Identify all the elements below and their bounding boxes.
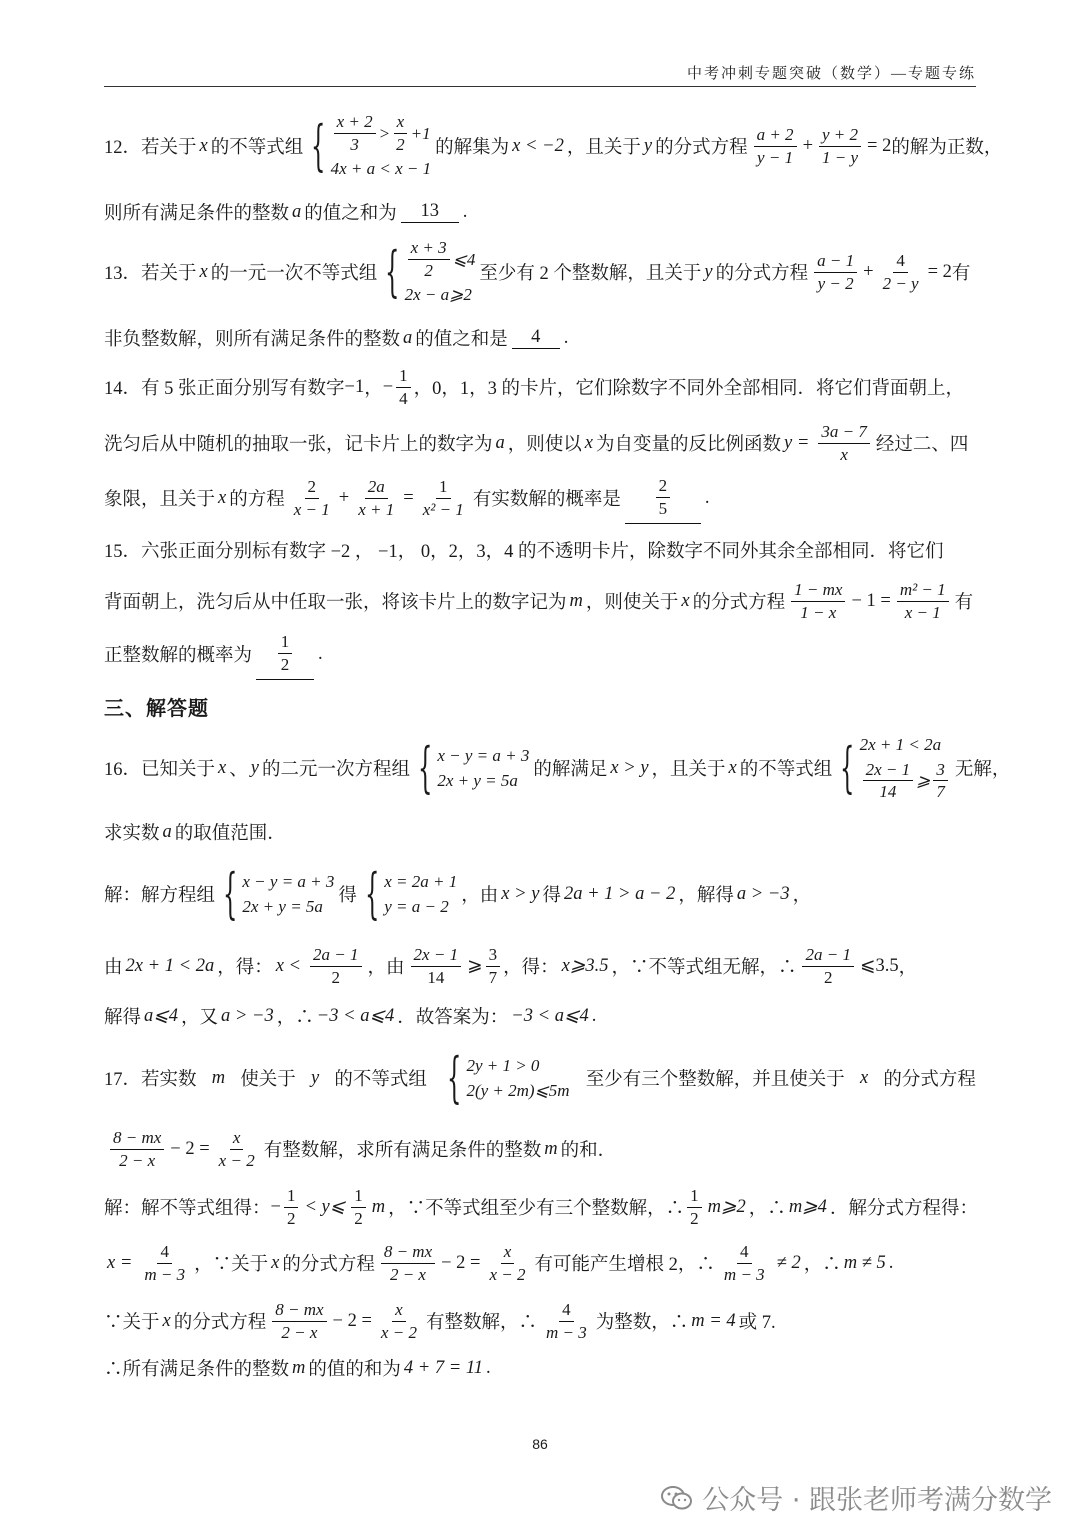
q14-answer: $\frac{2}{5}$ [625,473,701,524]
q16-system-2: { 2x + 1 < 2a $\frac{2x - 1}{14}$ ⩾ $\frac{3}{7}$ [836,734,951,801]
q14-line3: 象限，且关于 x 的方程 $\frac{2}{x - 1}$ + $\frac{2a}{x + 1}$ = $\frac{1}{\text{x² − 1}}$ 有实数解的概率是 $\frac{2}{5}$ . [104,472,976,524]
q12-line1: 12．若关于 x 的不等式组 { $\frac{x + 2}{3}$ > $\frac{x}{2}$ +1 4x + a < x − 1 的解集为 x < −2 ，且关于 y 的分式方程 $\frac{a + 2}{y - 1}$ + $\frac{y + 2}{1 - y}$ = 2 的解为正数， [104,112,1003,179]
q13-line2: 非负整数解，则所有满足条件的整数 a 的值之和是 4 . [104,327,569,350]
q15-answer: $\frac{1}{2}$ [256,629,314,680]
q12-answer: 13 [401,201,459,223]
header-title: 中考冲刺专题突破（数学）—专题专练 [686,66,976,82]
q16-line2: 求实数 a 的取值范围． [104,821,286,844]
q15-line1: 15．六张正面分别标有数字 −2 ， −1， 0，2，3，4 的不透明卡片，除数字不同外其余全部相同．将它们 [104,542,944,562]
q14-line2: 洗匀后从中随机的抽取一张，记卡片上的数字为 a ，则使以 x 为自变量的反比例函数 y = $\frac{3a - 7}{x}$ 经过二、四 [104,421,969,464]
q17-solution-3: ∵关于 x 的分式方程 $\frac{8 - mx}{2 - x}$ − 2 = $\frac{x}{x - 2}$ 有整数解，∴ $\frac{4}{m - 3}$ 为整数，∴ m = 4 或 7. [104,1299,776,1342]
section-title: 三、解答题 [104,696,209,720]
q17-solution-4: ∴所有满足条件的整数 m 的值的和为 4 + 7 = 11 . [104,1357,491,1380]
q12-system: { $\frac{x + 2}{3}$ > $\frac{x}{2}$ +1 4x + a < x − 1 [311,112,432,179]
q17-line2: $\frac{8 - mx}{2 - x}$ − 2 = $\frac{x}{x - 2}$ 有整数解，求所有满足条件的整数 m 的和． [104,1124,976,1174]
q16-solution-2: 由 2x + 1 < 2a ，得： x < $\frac{2a - 1}{2}$ ，由 $\frac{2x - 1}{14}$ ⩾ $\frac{3}{7}$ ，得： x⩾3.5 ，∵不等式组无解，∴ $\frac{2a - 1}{2}$ ⩽3.5 ， [104,944,918,987]
q17-line1: 17．若实数 m 使关于 y 的不等式组 { 2y + 1 > 0 2(y + 2m)⩽5m 至少有三个整数解，并且使关于 x 的分式方程 [104,1046,976,1109]
q17-solution-1: 解：解不等式组得： − $\frac{1}{2}$ < y⩽ $\frac{1}{2}$ m ，∵不等式组至少有三个整数解，∴ $\frac{1}{2}$ m⩾2 ，∴ m⩾4 ．解分式方程得： [104,1185,978,1228]
q16-solution-1: 解：解方程组 { x − y = a + 3 2x + y = 5a 得 { x = 2a + 1 y = a − 2 ，由 x > y 得 2a + 1 > a − 2 ，解得 a > −3 ， [104,862,812,925]
q15-line3: 正整数解的概率为 $\frac{1}{2}$ . [104,628,976,680]
q13-answer: 4 [512,327,560,349]
q15-line2: 背面朝上，洗匀后从中任取一张，将该卡片上的数字记为 m ，则使关于 x 的分式方程 $\frac{1 - mx}{1 - x}$ − 1 = $\frac{\text{m² − 1}}{x - 1}$ 有 [104,579,974,622]
q13-system: { $\frac{x + 3}{2}$ ⩽4 2x − a⩾2 [385,238,476,305]
q17-system: { 2y + 1 > 0 2(y + 2m)⩽5m [447,1046,570,1109]
q17-solution-2: x = $\frac{4}{m - 3}$ ，∵关于 x 的分式方程 $\frac{8 - mx}{2 - x}$ − 2 = $\frac{x}{x - 2}$ 有可能产生增根 2，∴ $\frac{4}{m - 3}$ ≠ 2 ，∴ m ≠ 5 . [107,1241,894,1284]
watermark-text: 公众号 · 跟张老师考满分数学 [702,1485,1052,1516]
watermark [660,1478,1052,1517]
wechat-icon [660,1484,694,1512]
q13-line1: 13．若关于 x 的一元一次不等式组 { $\frac{x + 3}{2}$ ⩽4 2x − a⩾2 至少有 2 个整数解，且关于 y 的分式方程 $\frac{a - 1}{y - 2}$ + $\frac{4}{2 - y}$ = 2 有 [104,238,971,305]
q16-system-1: { x − y = a + 3 2x + y = 5a [417,736,530,799]
q16-solution-3: 解得 a⩽4 ，又 a > −3 ，∴ −3 < a⩽4 ．故答案为： −3 < a⩽4 . [104,1005,597,1028]
q16-line1: 16．已知关于 x 、 y 的二元一次方程组 { x − y = a + 3 2x + y = 5a 的解满足 x > y ，且关于 x 的不等式组 { 2x + 1 < 2a $\frac{2x - 1}{14}$ ⩾ $\frac{3}{7}$ 无解， [104,735,1011,802]
q12-line2: 则所有满足条件的整数 a 的值之和为 13 . [104,201,468,224]
page-number: 86 [532,1436,548,1452]
q14-line1: 14．有 5 张正面分别写有数字 −1 ， − $\frac{1}{4}$ ，0，1，3 的卡片，它们除数字不同外全部相同．将它们背面朝上， [104,365,965,408]
header-rule [104,86,976,87]
